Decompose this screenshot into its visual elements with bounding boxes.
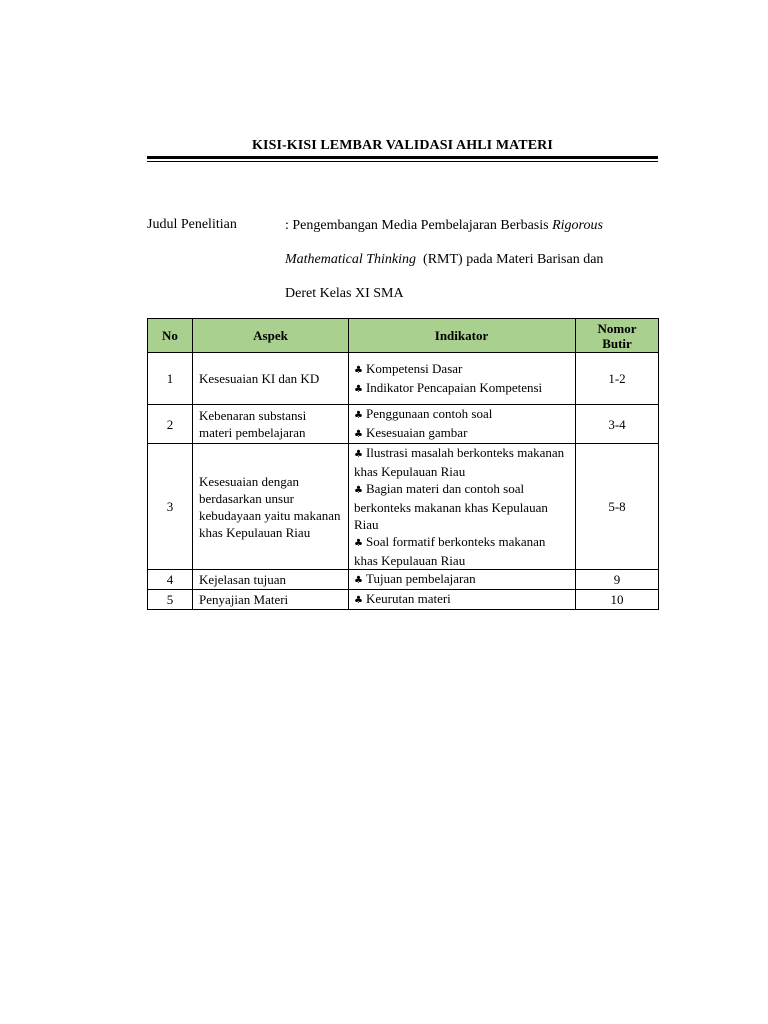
indikator-item — [354, 444, 569, 480]
indikator-text: Keurutan materi — [365, 591, 451, 606]
table-row — [148, 590, 659, 610]
research-title-italic-1: Rigorous — [552, 218, 603, 233]
table-row — [148, 405, 659, 444]
header-aspek: Aspek — [193, 319, 349, 353]
row-no: 3 — [148, 444, 193, 570]
research-title-value — [285, 209, 655, 311]
row-indikator — [349, 405, 576, 444]
club-icon: ♣ — [354, 595, 363, 606]
header-butir-line2: Butir — [602, 335, 632, 351]
indikator-item — [354, 570, 569, 589]
research-title-line3: Deret Kelas XI SMA — [285, 286, 404, 301]
row-indikator — [349, 444, 576, 570]
row-aspek: Kesesuaian dengan berdasarkan unsur kebudayaan yaitu makanan khas Kepulauan Riau — [193, 444, 349, 570]
row-no: 4 — [148, 570, 193, 590]
indikator-text: Penggunaan contoh soal — [365, 406, 493, 421]
club-icon: ♣ — [354, 538, 363, 549]
table-header-row — [148, 319, 659, 353]
header-indikator: Indikator — [349, 319, 576, 353]
row-nomor-butir: 9 — [576, 570, 659, 590]
indikator-text: Bagian materi dan contoh soal berkonteks makanan khas Kepulauan Riau — [354, 481, 548, 532]
title-rule-thick — [147, 156, 658, 159]
indikator-text: Soal formatif berkonteks makanan khas Kepulauan Riau — [354, 534, 546, 568]
header-no: No — [148, 319, 193, 353]
row-no: 5 — [148, 590, 193, 610]
indikator-text: Indikator Pencapaian Kompetensi — [365, 379, 543, 395]
club-icon: ♣ — [354, 429, 363, 440]
indikator-item — [354, 424, 569, 443]
row-indikator — [349, 570, 576, 590]
table-row — [148, 570, 659, 590]
indikator-item — [354, 480, 569, 533]
table-body — [148, 353, 659, 610]
research-title-label: Judul Penelitian — [147, 217, 237, 232]
header-butir-line1: Nomor — [597, 320, 637, 336]
table-row — [148, 444, 659, 570]
row-no: 2 — [148, 405, 193, 444]
row-nomor-butir: 3-4 — [576, 405, 659, 444]
indikator-text: Ilustrasi masalah berkonteks makanan khas Kepulauan Riau — [354, 445, 565, 479]
indikator-item — [354, 379, 569, 398]
research-title-prefix: : Pengembangan Media Pembelajaran Berbasis — [285, 218, 553, 233]
row-aspek: Kejelasan tujuan — [193, 570, 349, 590]
validation-grid-table — [147, 318, 659, 610]
club-icon: ♣ — [354, 449, 363, 460]
club-icon: ♣ — [354, 575, 363, 586]
indikator-text: Kompetensi Dasar — [365, 360, 463, 376]
header-nomor-butir — [576, 319, 659, 353]
title-rule-thin — [147, 161, 658, 162]
research-title-italic-2: Mathematical Thinking — [285, 252, 417, 267]
row-aspek: Kebenaran substansi materi pembelajaran — [193, 405, 349, 444]
indikator-item — [354, 360, 569, 379]
research-title-mid: (RMT) pada Materi Barisan dan — [419, 252, 604, 267]
indikator-text: Tujuan pembelajaran — [365, 571, 476, 586]
club-icon: ♣ — [354, 485, 363, 496]
row-nomor-butir: 10 — [576, 590, 659, 610]
row-aspek: Kesesuaian KI dan KD — [193, 353, 349, 405]
row-no: 1 — [148, 353, 193, 405]
indikator-item — [354, 405, 569, 424]
row-nomor-butir: 1-2 — [576, 353, 659, 405]
row-aspek: Penyajian Materi — [193, 590, 349, 610]
club-icon: ♣ — [354, 410, 363, 421]
indikator-item — [354, 533, 569, 569]
table-row — [148, 353, 659, 405]
row-indikator — [349, 590, 576, 610]
page-title: KISI-KISI LEMBAR VALIDASI AHLI MATERI — [252, 138, 553, 153]
club-icon: ♣ — [354, 364, 363, 376]
row-nomor-butir: 5-8 — [576, 444, 659, 570]
indikator-text: Kesesuaian gambar — [365, 425, 468, 440]
club-icon: ♣ — [354, 383, 363, 395]
row-indikator — [349, 353, 576, 405]
indikator-item — [354, 590, 569, 609]
